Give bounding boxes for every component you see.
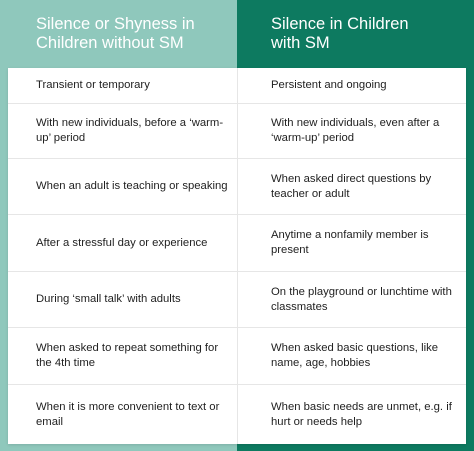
header-without-sm: Silence or Shyness in Children without SM [36, 15, 195, 52]
cell-with-sm: With new individuals, even after a ‘warm-up’ period [271, 117, 440, 144]
cell-without-sm: When it is more convenient to text or email [36, 400, 220, 428]
cell-with-sm: When asked basic questions, like name, age, hobbies [271, 342, 439, 369]
cell-without-sm: During ‘small talk’ with adults [36, 293, 181, 305]
table-row [8, 104, 466, 159]
cell-with-sm: When basic needs are unmet, e.g. if hurt or needs help [271, 400, 452, 428]
cell-without-sm: When an adult is teaching or speaking [36, 180, 228, 192]
comparison-table [8, 68, 466, 444]
cell-without-sm: After a stressful day or experience [36, 236, 208, 249]
cell-without-sm: Transient or temporary [36, 79, 150, 91]
cell-with-sm: On the playground or lunchtime with classmates [271, 285, 452, 313]
table-row [8, 159, 466, 215]
cell-without-sm: When asked to repeat something for the 4th time [36, 342, 219, 369]
header-with-sm: Silence in Children with SM [271, 15, 409, 52]
cell-with-sm: Anytime a nonfamily member is present [271, 229, 429, 256]
table-row [8, 385, 466, 444]
cell-with-sm: When asked direct questions by teacher or adult [271, 172, 432, 200]
cell-without-sm: With new individuals, before a ‘warm-up’ period [36, 117, 224, 144]
table-row [8, 272, 466, 328]
table-row [8, 328, 466, 385]
cell-with-sm: Persistent and ongoing [271, 79, 387, 91]
table-row [8, 68, 466, 104]
table-row [8, 215, 466, 272]
